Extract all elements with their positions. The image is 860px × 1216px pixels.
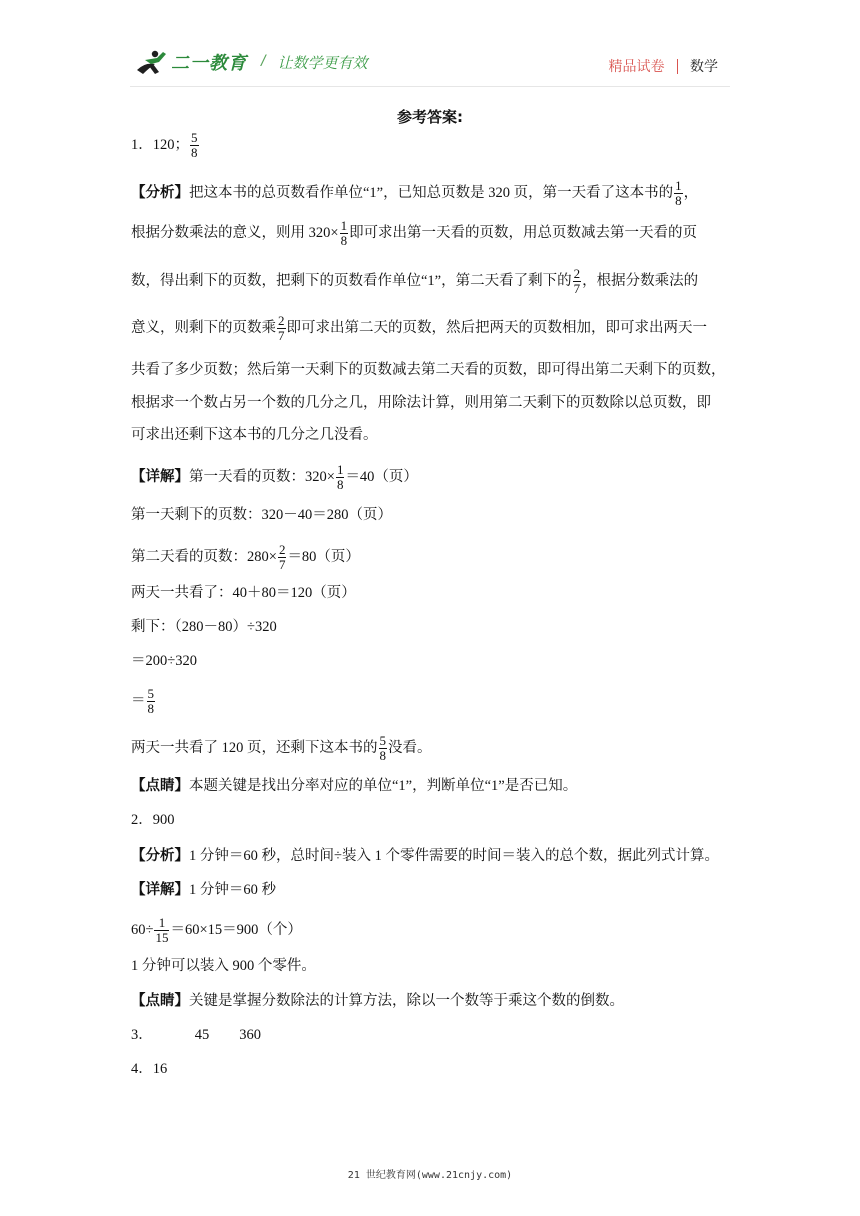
detail-text: 第二天看的页数：280× [131,548,277,565]
fraction: $\frac{5}{8}$ [147,686,154,716]
fraction: $\frac{2}{7}$ [278,542,286,572]
q2-detail-line-2 [131,916,302,945]
q1-detail-line-2: 第一天剩下的页数：320－40＝280（页） [131,507,392,523]
fraction: $\frac{1}{8}$ [336,462,344,492]
detail-text: ＝ [131,692,146,709]
fraction: $\frac{5}{8}$ [191,130,198,160]
analysis-text: 即可求出第二天的页数，然后把两天的页数相加，即可求出两天一 [286,319,707,336]
detail-text: ＝40（页） [345,468,418,485]
analysis-text: 把这本书的总页数看作单位“1”，已知总页数是 320 页，第一天看了这本书的 [189,184,674,201]
page-header [0,0,860,90]
q2-detail-line-3: 1 分钟可以装入 900 个零件。 [131,958,316,974]
q1-answer [131,131,200,160]
q2-point [131,991,624,1011]
analysis-text: 意义，则剩下的页数乘 [131,319,276,336]
header-divider [677,59,679,74]
analysis-text: 数，得出剩下的页数，把剩下的页数看作单位“1”，第二天看了剩下的 [131,272,572,289]
analysis-label: 【分析】 [131,848,189,864]
logo-slogan: 让数学更有效 [277,53,368,72]
point-label: 【点睛】 [131,993,189,1009]
q3-number: 3． [131,1027,153,1043]
fraction: $\frac{5}{8}$ [379,733,386,763]
runner-logo-icon [135,48,169,76]
q1-conclusion [131,734,432,763]
detail-text: ＝60×15＝900（个） [170,921,302,938]
q2-analysis [131,846,719,866]
conclusion-text: 两天一共看了 120 页，还剩下这本书的 [131,739,378,756]
q1-analysis-line-6: 根据求一个数占另一个数的几分之几，用除法计算，则用第二天剩下的页数除以总页数，即 [131,395,711,411]
q1-point [131,776,577,796]
q3-answer-b: 360 [239,1027,261,1043]
q1-detail-line-4: 两天一共看了：40＋80＝120（页） [131,585,356,601]
detail-text: 1 分钟＝60 秒 [189,882,276,898]
analysis-text: 即可求出第一天看的页数，用总页数减去第一天看的页 [349,224,698,241]
q4-answer: 4．16 [131,1061,168,1077]
q2-answer: 2．900 [131,812,175,828]
header-rule [130,86,730,87]
analysis-text: ，根据分数乘法的 [582,272,699,289]
detail-label: 【详解】 [131,468,189,485]
detail-label: 【详解】 [131,882,189,898]
q3-answer-a: 45 [194,1027,210,1043]
point-text: 本题关键是找出分率对应的单位“1”，判断单位“1”是否已知。 [189,778,578,794]
page-title: 参考答案: [397,108,463,126]
fraction: $\frac{2}{7}$ [573,266,581,296]
q1-analysis-line-1 [131,179,698,208]
detail-text: 60÷ [131,921,154,938]
fraction: $\frac{1}{15}$ [155,915,169,945]
logo [135,48,367,76]
conclusion-text: 没看。 [388,739,432,756]
q1-detail-line-1 [131,463,418,492]
detail-text: 第一天看的页数：320× [189,468,335,485]
q1-analysis-line-7: 可求出还剩下这本书的几分之几没看。 [131,427,378,443]
fraction: $\frac{2}{7}$ [278,313,285,343]
fraction: $\frac{1}{8}$ [675,178,682,208]
header-right [609,56,719,76]
analysis-text: ， [683,184,699,201]
q1-detail-line-3 [131,543,360,572]
q1-detail-line-6: ＝200÷320 [131,653,197,669]
logo-name: 二一教育 [171,53,247,74]
header-subject: 数学 [690,59,718,75]
point-text: 关键是掌握分数除法的计算方法，除以一个数等于乘这个数的倒数。 [189,993,624,1009]
page-footer: 21 世纪教育网(www.21cnjy.com) [347,1170,513,1181]
analysis-label: 【分析】 [131,184,189,201]
q1-detail-line-5: 剩下：（280－80）÷320 [131,619,277,635]
q1-analysis-line-5: 共看了多少页数；然后第一天剩下的页数减去第二天看的页数，即可得出第二天剩下的页数， [131,362,726,378]
q1-detail-line-7 [131,687,156,716]
logo-divider: / [261,53,266,70]
q1-analysis-line-4 [131,314,707,343]
fraction: $\frac{1}{8}$ [340,218,348,248]
q1-analysis-line-2 [131,219,697,248]
q1-answer-text: 1．120； [131,136,189,153]
q3-answer [131,1025,261,1045]
q2-detail-line-1 [131,880,276,900]
analysis-text: 根据分数乘法的意义，则用 320× [131,224,339,241]
point-label: 【点睛】 [131,778,189,794]
detail-text: ＝80（页） [287,548,360,565]
q1-analysis-line-3 [131,267,698,296]
analysis-text: 1 分钟＝60 秒，总时间÷装入 1 个零件需要的时间＝装入的总个数，据此列式计算。 [189,848,719,864]
header-tag: 精品试卷 [608,59,665,75]
